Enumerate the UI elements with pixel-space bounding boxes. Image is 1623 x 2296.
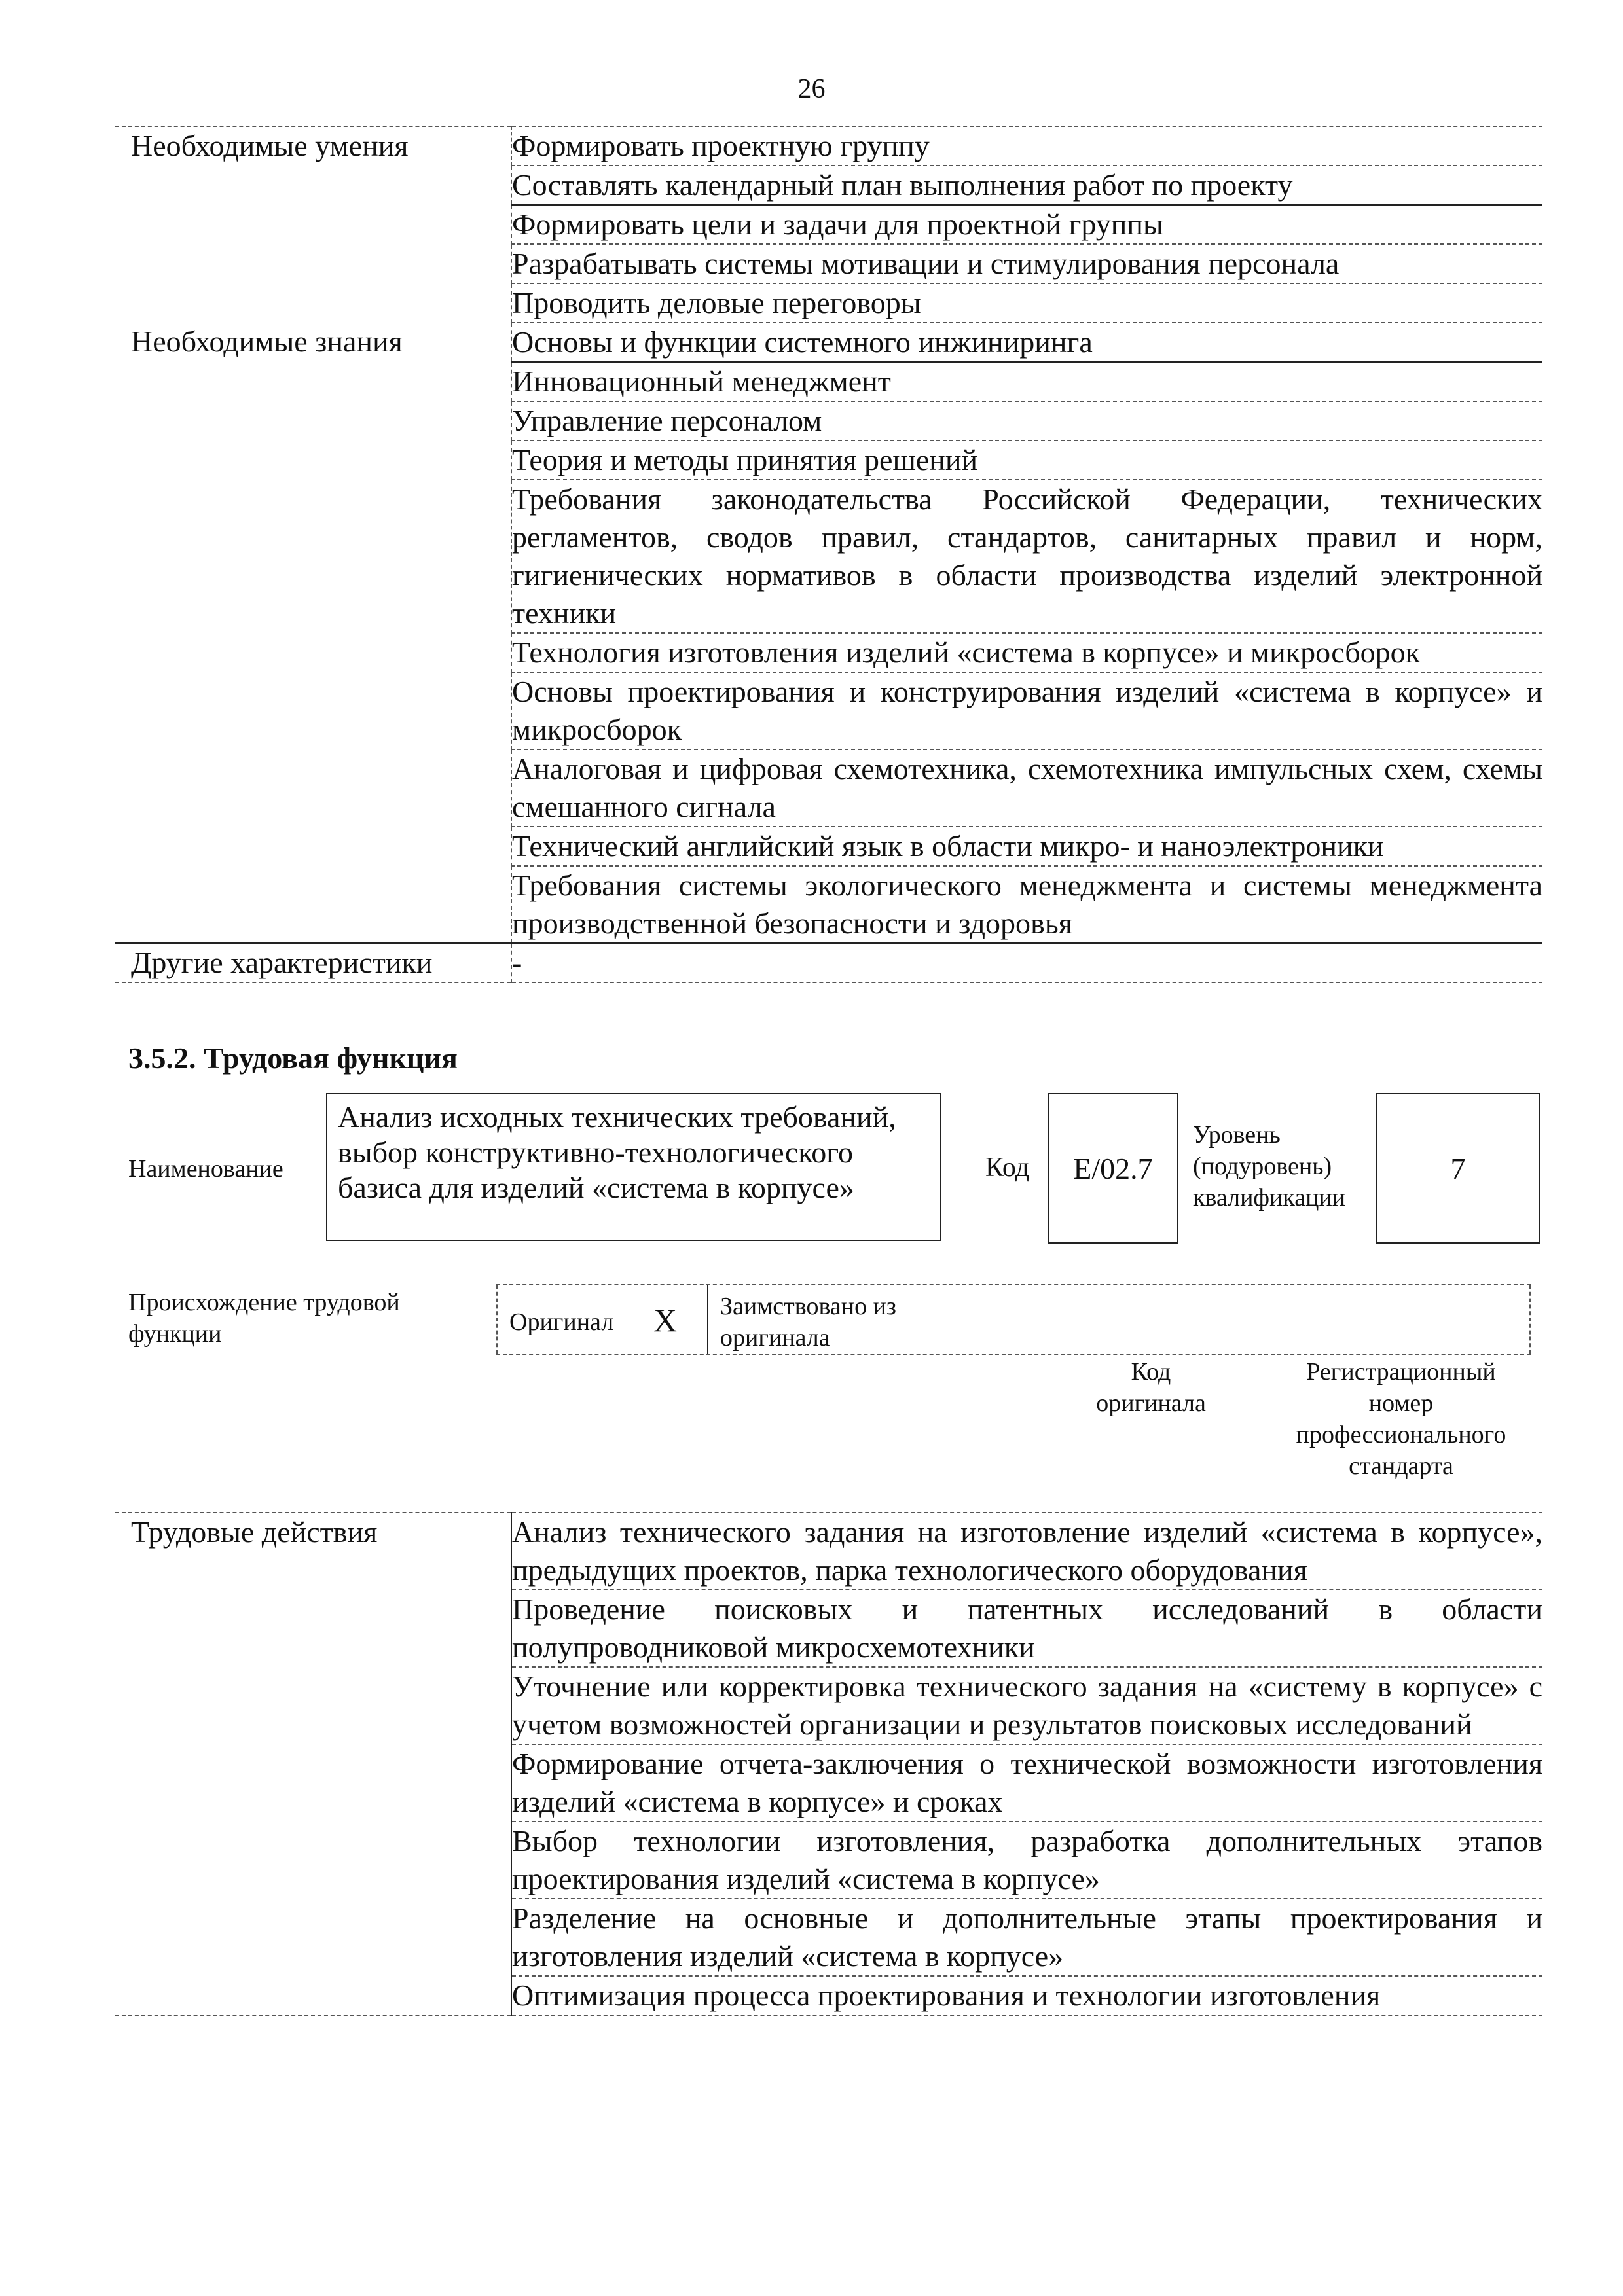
registration-number-caption <box>1270 1356 1532 1482</box>
code-label: Код <box>985 1153 1030 1183</box>
origin-right-edge <box>1529 1285 1531 1354</box>
level-value-box: 7 <box>1376 1093 1540 1244</box>
knowledge-item: Требования законодательства Российской Федерации, технических регламентов, сводов правил, стандартов, санитарных правил и норм, гигиенических нормативов в области производства изделий электронной техники <box>511 480 1542 633</box>
origin-original-cell <box>496 1285 708 1354</box>
action-item: Формирование отчета-заключения о технической возможности изготовления изделий «система в корпусе» и сроках <box>511 1744 1542 1821</box>
skills-label: Необходимые умения <box>131 129 409 162</box>
labor-actions-table <box>115 1512 1542 2016</box>
knowledge-label: Необходимые знания <box>115 323 511 943</box>
origin-borrowed-label <box>720 1291 896 1354</box>
knowledge-item: Требования системы экологического менеджмента и системы менеджмента производственной безопасности и здоровья <box>511 866 1542 943</box>
action-item: Оптимизация процесса проектирования и технологии изготовления <box>511 1976 1542 2015</box>
knowledge-item: Аналоговая и цифровая схемотехника, схемотехника импульсных схем, схемы смешанного сигнала <box>511 749 1542 827</box>
skill-item: Разрабатывать системы мотивации и стимулирования персонала <box>511 244 1542 283</box>
knowledge-item: Технология изготовления изделий «система в корпусе» и микросборок <box>511 633 1542 672</box>
actions-label: Трудовые действия <box>131 1515 378 1549</box>
skill-item: Формировать цели и задачи для проектной группы <box>511 205 1542 244</box>
knowledge-item: Основы проектирования и конструирования изделий «система в корпусе» и микросборок <box>511 672 1542 749</box>
caption-line: стандарта <box>1349 1452 1453 1480</box>
skill-item: Проводить деловые переговоры <box>511 283 1542 323</box>
action-item: Анализ технического задания на изготовление изделий «система в корпусе», предыдущих проектов, парка технологического оборудования <box>511 1513 1542 1590</box>
other-value: - <box>511 943 1542 982</box>
action-item: Уточнение или корректировка технического задания на «систему в корпусе» с учетом возможностей организации и результатов поисковых исследований <box>511 1667 1542 1744</box>
skills-knowledge-table <box>115 126 1542 983</box>
level-label-line: квалификации <box>1193 1184 1346 1211</box>
knowledge-item: Инновационный менеджмент <box>511 362 1542 401</box>
function-name-box: Анализ исходных технических требований, выбор конструктивно-технологического базиса для изделий «система в корпусе» <box>326 1093 941 1241</box>
caption-line: профессионального <box>1296 1421 1506 1448</box>
caption-line: Код <box>1131 1358 1171 1386</box>
knowledge-item: Теория и методы принятия решений <box>511 440 1542 480</box>
section-heading: 3.5.2. Трудовая функция <box>128 1041 458 1075</box>
other-label: Другие характеристики <box>131 946 433 979</box>
caption-line: Регистрационный <box>1306 1358 1496 1386</box>
level-label <box>1193 1119 1345 1213</box>
origin-label-line: Происхождение трудовой <box>128 1289 400 1316</box>
action-item: Выбор технологии изготовления, разработка дополнительных этапов проектирования изделий «система в корпусе» <box>511 1821 1542 1899</box>
skill-item: Составлять календарный план выполнения работ по проекту <box>511 166 1542 205</box>
action-item: Проведение поисковых и патентных исследований в области полупроводниковой микросхемотехники <box>511 1590 1542 1667</box>
caption-line: номер <box>1368 1390 1434 1417</box>
knowledge-item: Технический английский язык в области микро- и наноэлектроники <box>511 827 1542 866</box>
skill-item: Формировать проектную группу <box>511 126 1542 166</box>
origin-borrowed-line: оригинала <box>720 1324 830 1352</box>
name-label: Наименование <box>128 1155 283 1183</box>
origin-borrowed-line: Заимствовано из <box>720 1293 896 1320</box>
origin-frame <box>496 1284 1531 1355</box>
knowledge-item: Основы и функции системного инжиниринга <box>511 323 1542 362</box>
origin-original-label: Оригинал <box>509 1308 614 1336</box>
page-number: 26 <box>797 74 826 104</box>
origin-label-line: функции <box>128 1320 222 1348</box>
function-code-box: E/02.7 <box>1048 1093 1178 1244</box>
level-label-line: (подуровень) <box>1193 1153 1332 1180</box>
action-item: Разделение на основные и дополнительные этапы проектирования и изготовления изделий «система в корпусе» <box>511 1899 1542 1976</box>
origin-label <box>128 1287 400 1350</box>
knowledge-item: Управление персоналом <box>511 401 1542 440</box>
code-original-caption <box>1079 1356 1223 1419</box>
caption-line: оригинала <box>1096 1390 1206 1417</box>
level-label-line: Уровень <box>1193 1121 1281 1149</box>
origin-mark: X <box>653 1302 678 1338</box>
